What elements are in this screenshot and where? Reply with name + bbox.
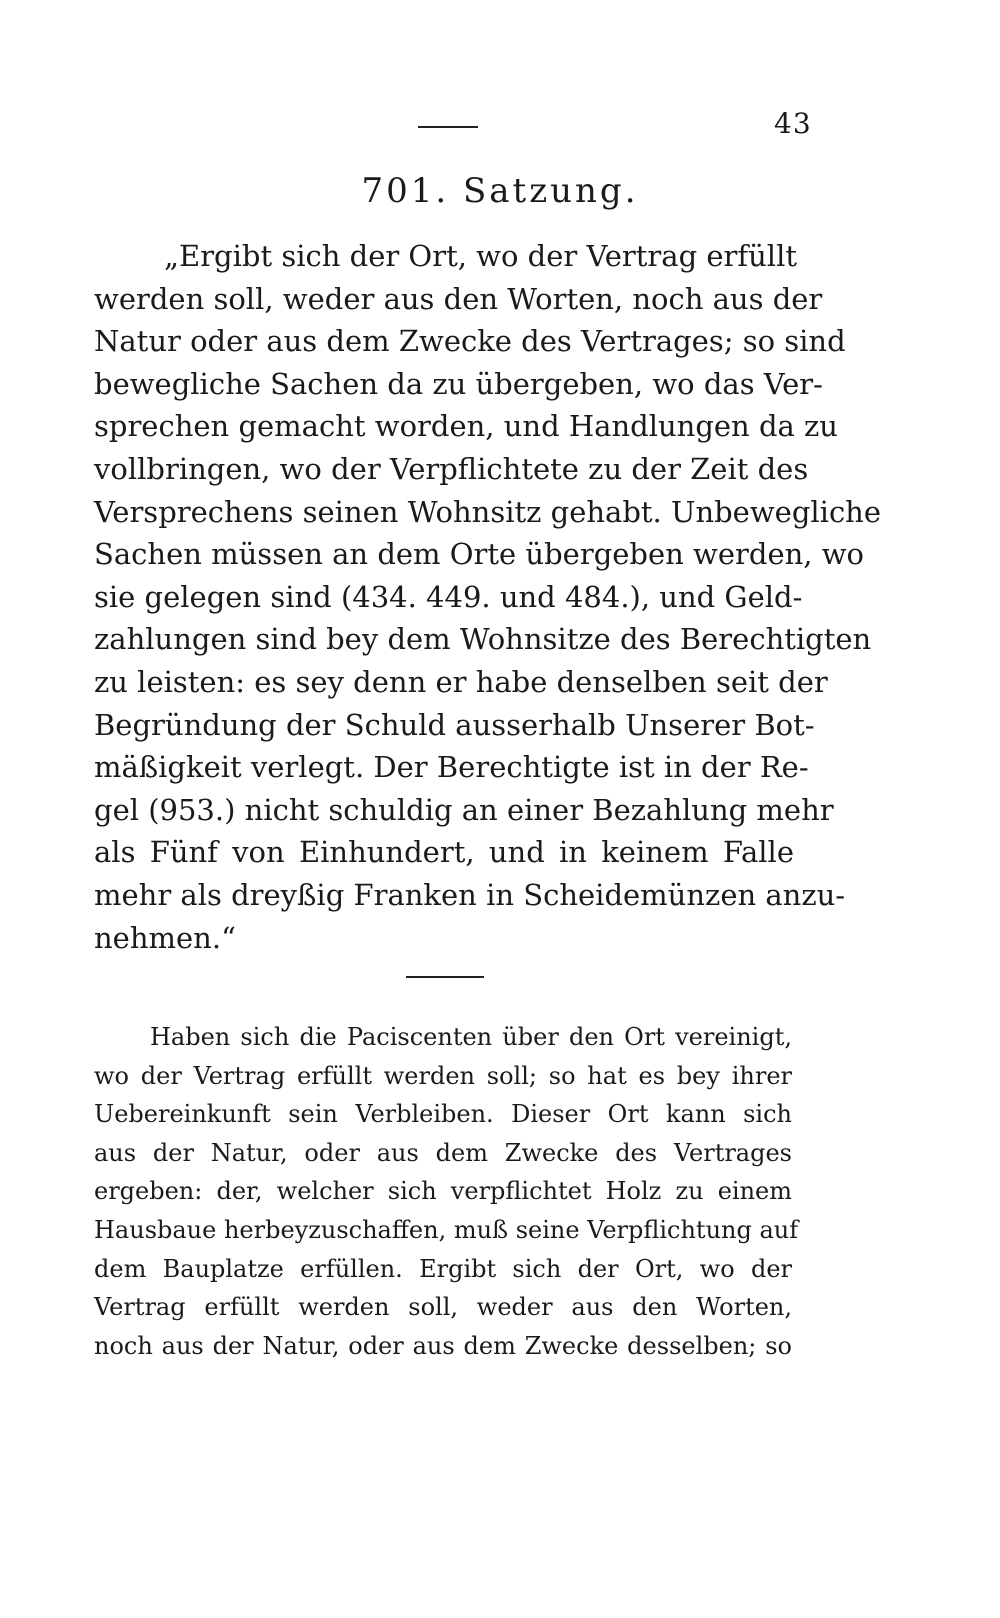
commentary-line: wo der Vertrag erfüllt werden soll; so hat es bey ihrer — [94, 1061, 792, 1090]
statute-line: sprechen gemacht worden, und Handlungen da zu — [94, 409, 838, 444]
commentary-line: ergeben: der, welcher sich verpflichtet Holz zu einem — [94, 1177, 792, 1206]
commentary-line: Vertrag erfüllt werden soll, weder aus den Worten, — [94, 1293, 792, 1322]
statute-line: mehr als dreyßig Franken in Scheidemünzen anzu- — [94, 877, 846, 912]
statute-line: zahlungen sind bey dem Wohnsitze des Berechtigten — [94, 622, 872, 657]
statute-line: Sachen müssen an dem Orte übergeben werden, wo — [94, 537, 865, 572]
commentary-line: Haben sich die Paciscenten über den Ort vereinigt, — [150, 1023, 792, 1051]
statute-line: Versprechens seinen Wohnsitz gehabt. Unbewegliche — [94, 494, 882, 529]
statute-text — [94, 235, 882, 959]
commentary-line: Uebereinkunft sein Verbleiben. Dieser Ort kann sich — [94, 1100, 792, 1129]
statute-line: Begründung der Schuld ausserhalb Unserer Bot- — [94, 707, 815, 742]
running-head-dash — [418, 126, 478, 128]
statute-line: „Ergibt sich der Ort, wo der Vertrag erfüllt — [164, 239, 798, 273]
commentary-line: dem Bauplatze erfüllen. Ergibt sich der Ort, wo der — [94, 1254, 792, 1283]
statute-line: vollbringen, wo der Verpflichtete zu der Zeit des — [94, 451, 809, 486]
statute-line: mäßigkeit verlegt. Der Berechtigte ist in der Re- — [94, 750, 809, 785]
section-divider — [406, 976, 484, 978]
page-number: 43 — [774, 107, 812, 140]
article-heading: 701. Satzung. — [361, 171, 639, 211]
statute-line: nehmen.“ — [94, 920, 236, 955]
statute-line: Natur oder aus dem Zwecke des Vertrages; so sind — [94, 324, 846, 359]
statute-line: zu leisten: es sey denn er habe denselben seit der — [94, 664, 828, 699]
commentary-line: noch aus der Natur, oder aus dem Zwecke desselben; so — [94, 1331, 792, 1360]
commentary-text — [94, 1018, 799, 1365]
statute-line: gel (953.) nicht schuldig an einer Bezahlung mehr — [94, 792, 834, 827]
commentary-line: Hausbaue herbeyzuschaffen, muß seine Verpflichtung auf — [94, 1215, 799, 1244]
statute-line: als Fünf von Einhundert, und in keinem Falle — [94, 835, 794, 870]
statute-line: sie gelegen sind (434. 449. und 484.), und Geld- — [94, 579, 803, 614]
commentary-line: aus der Natur, oder aus dem Zwecke des Vertrages — [94, 1138, 792, 1167]
statute-line: bewegliche Sachen da zu übergeben, wo das Ver- — [94, 366, 823, 401]
statute-line: werden soll, weder aus den Worten, noch aus der — [94, 281, 823, 316]
